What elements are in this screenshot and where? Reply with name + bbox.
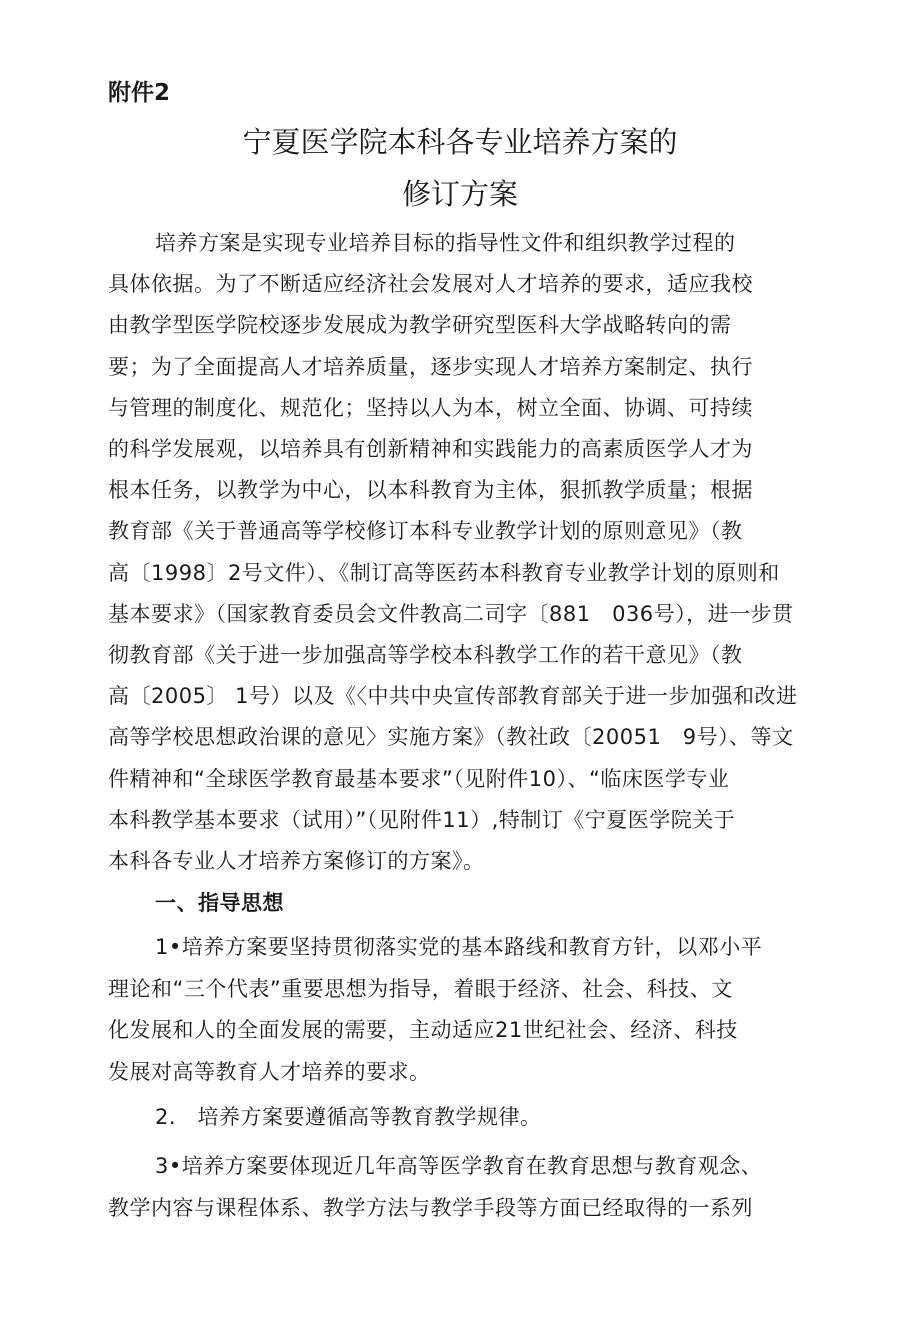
document-title-line-2: 修订方案 [401, 177, 518, 211]
item-1-line: 1•培养方案要坚持贯彻落实党的基本路线和教育方针，以邓小平 [155, 935, 763, 959]
intro-paragraph-line: 根本任务，以教学为中心，以本科教育为主体，狠抓教学质量；根据 [108, 478, 753, 502]
document-title-line-1: 宁夏医学院本科各专业培养方案的 [242, 125, 678, 159]
intro-paragraph-line: 教育部《关于普通高等学校修订本科专业教学计划的原则意见》（教 [108, 519, 743, 543]
intro-paragraph-line: 高〔2005〕 1号）以及《〈中共中央宣传部教育部关于进一步加强和改进 [108, 684, 798, 708]
item-3-line: 3•培养方案要体现近几年高等医学教育在教育思想与教育观念、 [155, 1154, 763, 1178]
item-3-line: 教学内容与课程体系、教学方法与教学手段等方面已经取得的一系列 [108, 1196, 753, 1220]
intro-paragraph-line: 本科各专业人才培养方案修订的方案》。 [108, 849, 485, 873]
item-1-line: 发展对高等教育人才培养的要求。 [108, 1060, 431, 1084]
intro-paragraph-line: 高等学校思想政治课的意见〉实施方案》（教社政〔20051 9号）、等文 [108, 725, 794, 749]
intro-paragraph-line: 件精神和“全球医学教育最基本要求”（见附件10）、“临床医学专业 [108, 767, 730, 791]
intro-paragraph-line: 具体依据。为了不断适应经济社会发展对人才培养的要求，适应我校 [108, 272, 753, 296]
item-1-line: 理论和“三个代表”重要思想为指导，着眼于经济、社会、科技、文 [108, 977, 733, 1001]
intro-paragraph-line: 高〔1998〕2号文件）、《制订高等医药本科教育专业教学计划的原则和 [108, 561, 780, 585]
attachment-label: 附件2 [108, 80, 171, 106]
intro-paragraph-line: 本科教学基本要求（试用）”（见附件11）,特制订《宁夏医学院关于 [108, 808, 736, 832]
intro-paragraph-line: 彻教育部《关于进一步加强高等学校本科教学工作的若干意见》（教 [108, 643, 743, 667]
item-1-line: 化发展和人的全面发展的需要，主动适应21世纪社会、经济、科技 [108, 1018, 738, 1042]
intro-paragraph-line: 由教学型医学院校逐步发展成为教学研究型医科大学战略转向的需 [108, 313, 732, 337]
intro-paragraph-line: 培养方案是实现专业培养目标的指导性文件和组织教学过程的 [155, 231, 736, 255]
intro-paragraph-line: 与管理的制度化、规范化；坚持以人为本，树立全面、协调、可持续 [108, 396, 753, 420]
intro-paragraph-line: 要；为了全面提高人才培养质量，逐步实现人才培养方案制定、执行 [108, 355, 753, 379]
intro-paragraph-line: 基本要求》（国家教育委员会文件教高二司字〔881 036号），进一步贯 [108, 602, 794, 626]
intro-paragraph-line: 的科学发展观，以培养具有创新精神和实践能力的高素质医学人才为 [108, 437, 753, 461]
section-heading: 一、指导思想 [155, 891, 284, 915]
item-2-line: 2. 培养方案要遵循高等教育教学规律。 [155, 1105, 542, 1129]
